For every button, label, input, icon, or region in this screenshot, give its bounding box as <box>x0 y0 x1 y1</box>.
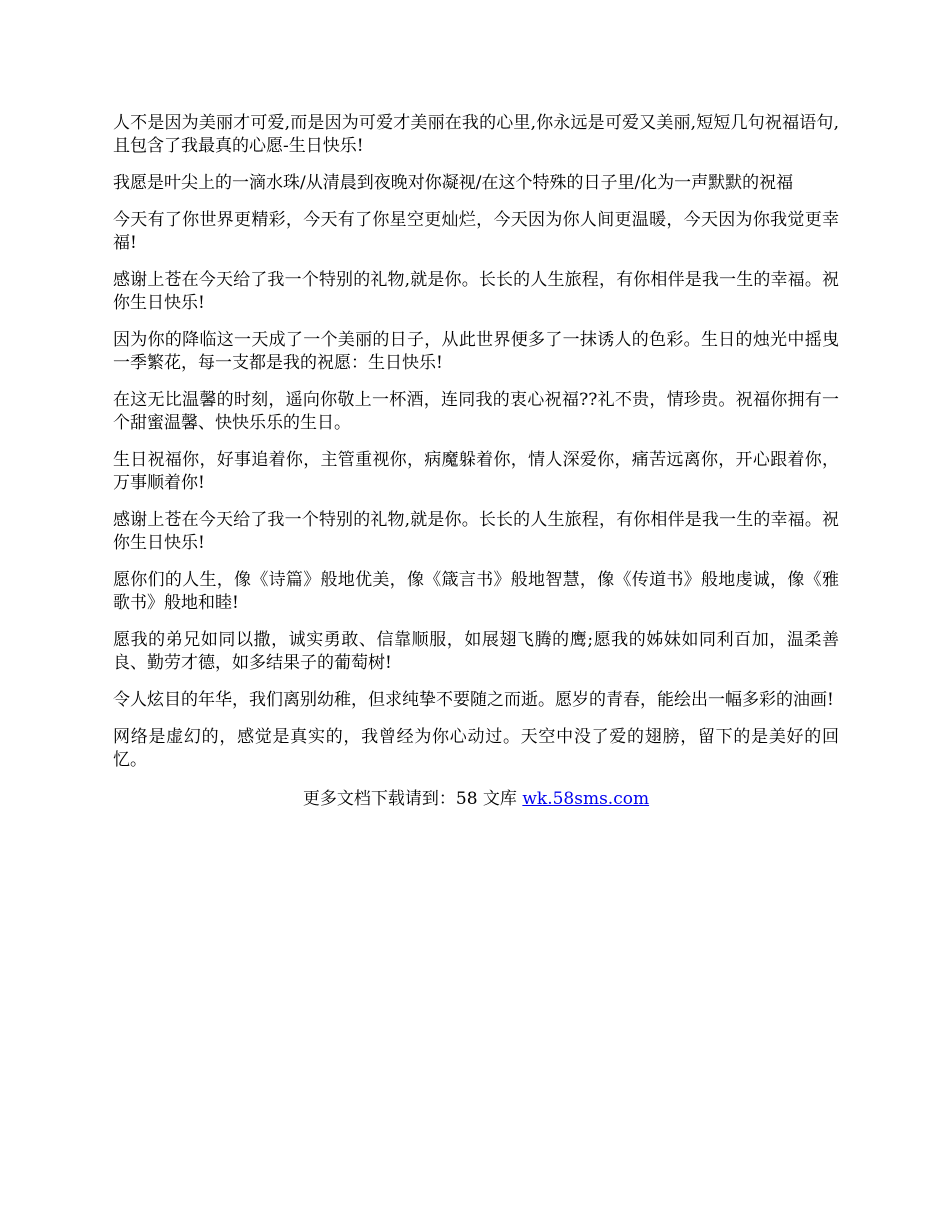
paragraph-11: 令人炫目的年华，我们离别幼稚，但求纯挚不要随之而逝。愿岁的青春，能绘出一幅多彩的油画! <box>113 690 834 710</box>
paragraph-9: 愿你们的人生，像《诗篇》般地优美，像《箴言书》般地智慧，像《传道书》般地虔诚，像《雅歌书》般地和睦! <box>113 570 839 613</box>
paragraph-4: 感谢上苍在今天给了我一个特别的礼物,就是你。长长的人生旅程，有你相伴是我一生的幸福。祝你生日快乐! <box>113 270 839 313</box>
paragraph-6: 在这无比温馨的时刻，遥向你敬上一杯酒，连同我的衷心祝福??礼不贵，情珍贵。祝福你拥有一个甜蜜温馨、快快乐乐的生日。 <box>113 390 839 433</box>
paragraph-12: 网络是虚幻的，感觉是真实的，我曾经为你心动过。天空中没了爱的翅膀，留下的是美好的回忆。 <box>113 727 839 770</box>
paragraph-7: 生日祝福你，好事追着你，主管重视你，病魔躲着你，情人深爱你，痛苦远离你，开心跟着你，万事顺着你! <box>113 450 839 493</box>
paragraph-1: 人不是因为美丽才可爱,而是因为可爱才美丽在我的心里,你永远是可爱又美丽,短短几句祝福语句,且包含了我最真的心愿-生日快乐! <box>113 113 839 156</box>
paragraph-2: 我愿是叶尖上的一滴水珠/从清晨到夜晚对你凝视/在这个特殊的日子里/化为一声默默的祝福 <box>113 173 794 193</box>
download-footer <box>113 788 839 811</box>
paragraph-3: 今天有了你世界更精彩，今天有了你星空更灿烂，今天因为你人间更温暖，今天因为你我觉更幸福! <box>113 210 839 253</box>
paragraph-5: 因为你的降临这一天成了一个美丽的日子，从此世界便多了一抹诱人的色彩。生日的烛光中摇曳一季繁花，每一支都是我的祝愿：生日快乐! <box>113 330 839 373</box>
footer-link[interactable]: wk.58sms.com <box>522 789 650 809</box>
paragraph-8: 感谢上苍在今天给了我一个特别的礼物,就是你。长长的人生旅程，有你相伴是我一生的幸福。祝你生日快乐! <box>113 510 839 553</box>
document-page <box>113 112 839 811</box>
footer-text: 更多文档下载请到：58 文库 <box>302 789 523 809</box>
paragraph-10: 愿我的弟兄如同以撒，诚实勇敢、信靠顺服，如展翅飞腾的鹰;愿我的姊妹如同利百加，温柔善良、勤劳才德，如多结果子的葡萄树! <box>113 630 839 673</box>
